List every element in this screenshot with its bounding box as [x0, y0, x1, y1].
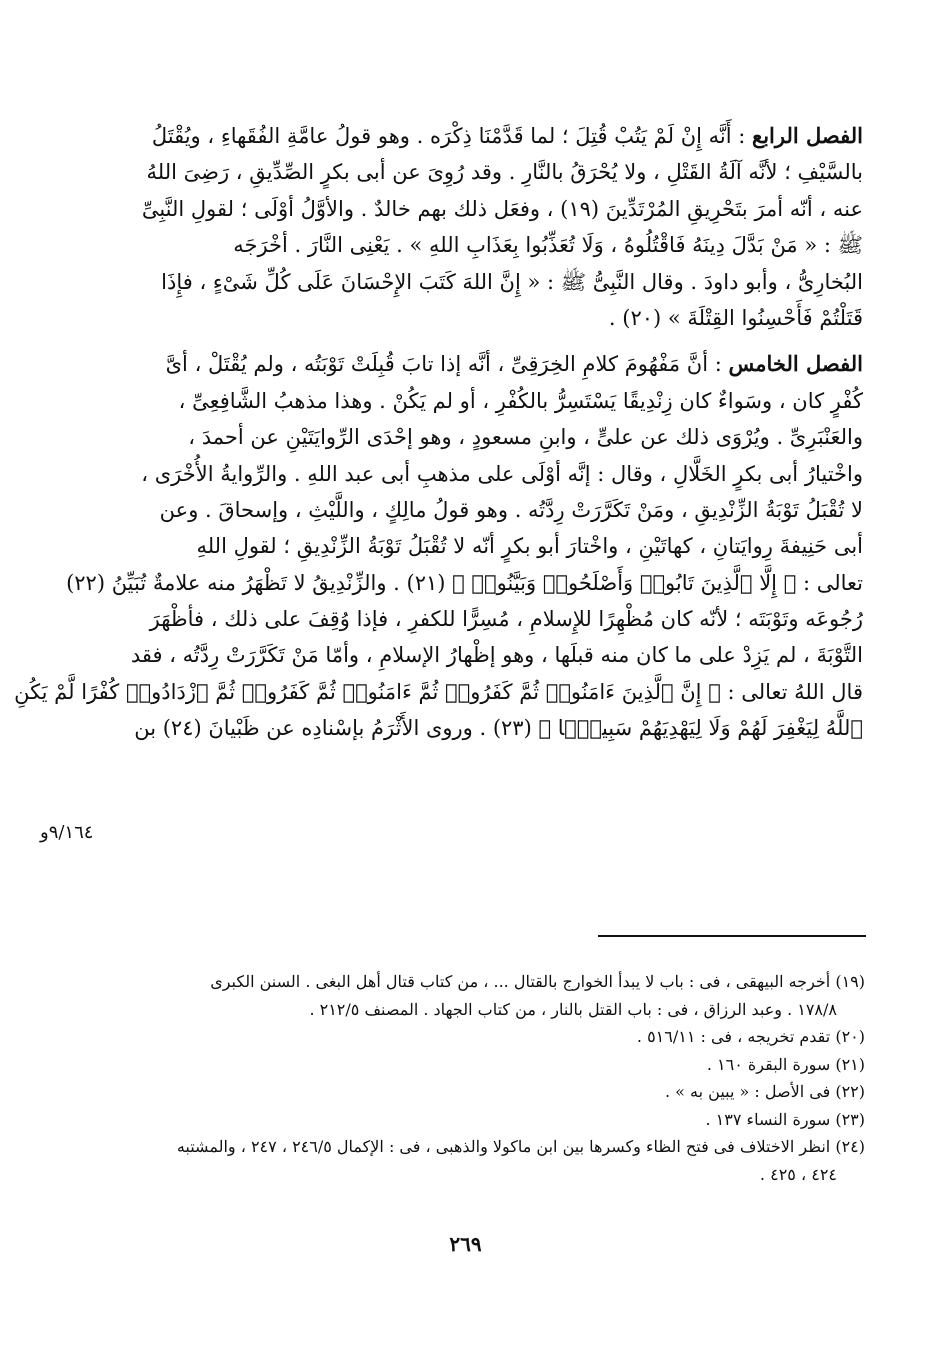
- text-line: رُجُوعَه وتَوْبَتَه ؛ لأنّه كان مُظْهِرًا للإِسلامِ ، مُسِرًّا للكفرِ ، فإذا وُقِفَ على ذلك ، فأظْهَرَ: [149, 607, 863, 632]
- text-line: والعَنْبَرِىِّ . ويُرْوَى ذلك عن علىٍّ ، وابنِ مسعودٍ ، وهو إحْدَى الرِّوايَتَيْنِ عن أحمدَ ،: [188, 425, 863, 450]
- footnote: (٢١) سورة البقرة ١٦٠ .: [706, 1054, 865, 1074]
- section-heading: الفصل الخامس: [728, 351, 863, 377]
- footnote: (١٩) أخرجه البيهقى ، فى : باب لا يبدأ الخوارج بالقتال ... ، من كتاب قتال أهل البغى . السنن الكبرى: [210, 972, 865, 991]
- text-line: الفصل الخامس : أنَّ مَفْهُومَ كلامِ الخِرَقِىِّ ، أنَّه إذا تابَ قُبِلَتْ تَوْبَتُه ، ولم يُقْتَلْ ، أىَّ: [165, 351, 863, 377]
- paragraph-chapter-five: [14, 346, 863, 746]
- main-text: [14, 118, 863, 747]
- text-line: أبى حَنِيفةَ رِوايَتانِ ، كهاتَيْنِ ، واخْتارَ أبو بكرٍ أنّه لا تُقْبَلُ تَوْبَةُ الزِّنْدِيقِ ؛ لقولِ اللهِ: [196, 534, 863, 559]
- text-line: قَتَلْتُمْ فَأَحْسِنُوا القِتْلَةَ » (٢٠) .: [608, 305, 863, 330]
- text-line: كُفْرٍ كان ، وسَواءٌ كان زِنْدِيقًا يَسْتَسِرُّ بالكُفْرِ ، أو لم يَكُنْ . وهذا مذهبُ الشَّافِعِىِّ ،: [178, 388, 863, 413]
- text-line: بالسَّيْفِ ؛ لأنَّه آلَةُ القَتْلِ ، ولا يُحْرَقُ بالنَّارِ . وقد رُوِىَ عن أبى بكرٍ الصِّدِّيقِ ، رَضِىَ اللهُ: [146, 160, 863, 185]
- text-line: تعالى : ﴿ إِلَّا ٱلَّذِينَ تَابُوا۟ وَأَصْلَحُوا۟ وَبَيَّنُوا۟ ﴾ (٢١) . والزِّنْدِيقُ لا تَظْهَرُ منه علامةٌ تُبَيِّنُ (٢٢): [66, 570, 863, 595]
- footnote-divider: [598, 935, 866, 937]
- footnotes: [130, 968, 865, 1188]
- text-line: ٱللَّهُ لِيَغْفِرَ لَهُمْ وَلَا لِيَهْدِيَهُمْ سَبِيلًۢا ﴾ (٢٣) . وروى الأَثْرَمُ بإسْنادِه عن ظَبْيانَ (٢٤) بن: [134, 716, 863, 741]
- text-line: قال اللهُ تعالى : ﴿ إِنَّ ٱلَّذِينَ ءَامَنُوا۟ ثُمَّ كَفَرُوا۟ ثُمَّ ءَامَنُوا۟ ثُمَّ كَفَرُوا۟ ثُمَّ ٱزْدَادُوا۟ كُفْرًا لَّمْ يَكُنِ: [14, 679, 863, 704]
- text-line: واخْتيارُ أبى بكرٍ الخَلَّالِ ، وقال : إنَّه أوْلَى على مذهبِ أبى عبد اللهِ . والرِّوايةُ الأُخْرَى ،: [141, 461, 863, 486]
- text-line: عنه ، أنّه أمرَ بتَحْرِيقِ المُرْتَدِّينَ (١٩) ، وفعَل ذلك بهم خالدٌ . والأوَّلُ أوْلَى ؛ لقولِ النَّبِىِّ: [141, 196, 863, 221]
- paragraph-chapter-four: [128, 118, 863, 336]
- footnote: (٢٤) انظر الاختلاف فى فتح الظاء وكسرها بين ابن ماكولا والذهبى ، فى : الإكمال ٢٤٦/٥ ، ٢٤٧ ، والمشتبه: [176, 1137, 865, 1156]
- footnote-continuation: ٤٢٤ ، ٤٢٥ .: [759, 1164, 837, 1184]
- text-line: الفصل الرابع : أَنَّه إِنْ لَمْ يَتُبْ قُتِلَ ؛ لما قَدَّمْنَا ذِكْرَه . وهو قولُ عامَّةِ الفُقَهاءِ ، ويُقْتَلُ: [151, 123, 863, 148]
- footnote-continuation: ١٧٨/٨ . وعبد الرزاق ، فى : باب القتل بالنار ، من كتاب الجهاد . المصنف ٢١٢/٥ .: [309, 999, 837, 1019]
- text-line: ﷺ : « مَنْ بَدَّلَ دِينَهُ فَاقْتُلُوهُ ، وَلَا تُعَذِّبُوا بِعَذَابِ اللهِ » . يَعْنِى النَّارَ . أخْرَجَه: [233, 233, 863, 258]
- text-line: لا تُقْبَلُ تَوْبَةُ الزِّنْدِيقِ ، ومَنْ تَكَرَّرَتْ رِدَّتُه . وهو قولُ مالِكٍ ، واللَّيْثِ ، وإسحاقَ . وعن: [159, 497, 863, 522]
- footnote: (٢٠) تقدم تخريجه ، فى : ٥١٦/١١ .: [636, 1027, 865, 1046]
- footnote: (٢٢) فى الأصل : « يبين به » .: [665, 1082, 865, 1101]
- text-line: البُخارِىُّ ، وأبو داودَ . وقال النَّبِىُّ ﷺ : « إِنَّ اللهَ كَتَبَ الإِحْسَانَ عَلَى كُلِّ شَىْءٍ ، فإِذَا: [161, 269, 863, 294]
- section-heading: الفصل الرابع: [752, 123, 863, 148]
- margin-manuscript-reference: ٩/١٦٤و: [40, 822, 94, 843]
- footnote: (٢٣) سورة النساء ١٣٧ .: [705, 1109, 865, 1129]
- page-number: ٢٦٩: [449, 1232, 482, 1256]
- text-line: التَّوْبَةَ ، لم يَزِدْ على ما كان منه قبلَها ، وهو إظْهارُ الإسلامِ ، وأمّا مَنْ تَكَرَّرَتْ رِدَّتُه ، فقد: [130, 643, 863, 668]
